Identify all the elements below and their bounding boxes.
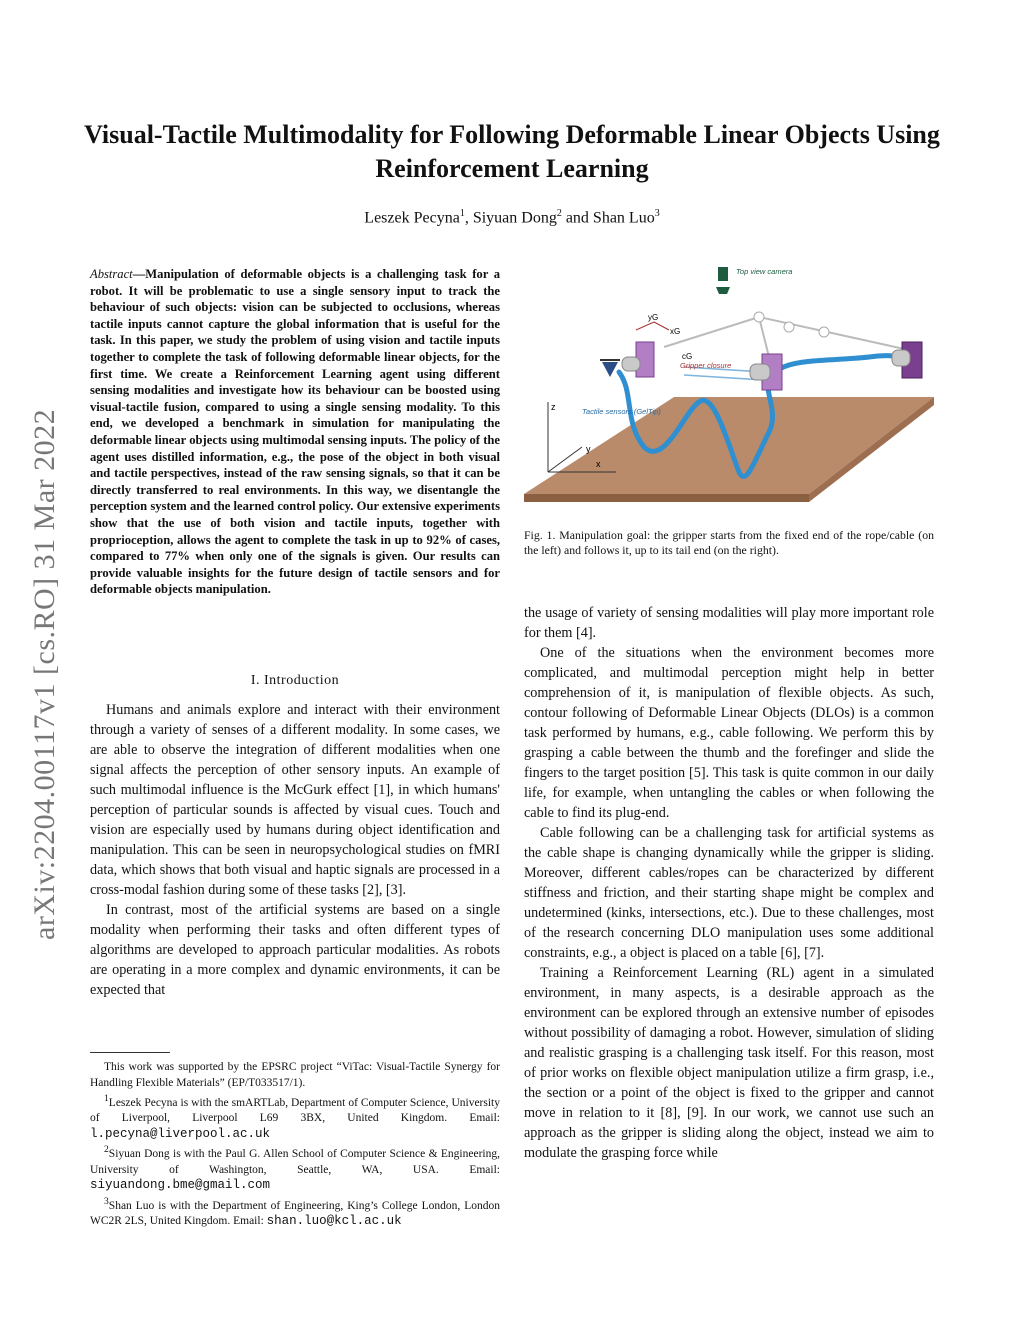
paragraph: the usage of variety of sensing modalities will play more important role for them [4]. [524, 605, 934, 641]
camera-label: Top view camera [736, 267, 793, 276]
footnote-mark: 2 [104, 1144, 109, 1156]
tactile-label: Tactile sensors (GelTip) [582, 407, 661, 416]
footnote [90, 1142, 500, 1193]
joint [754, 312, 764, 322]
author-separator: , [464, 209, 473, 227]
author-name: Siyuan Dong [472, 209, 557, 227]
footnote [90, 1091, 500, 1142]
author-separator: and [561, 209, 593, 227]
footnote-text: Shan Luo is with the Department of Engineering, King’s College London, London WC2R 2LS, United Kingdom. Email: [90, 1199, 500, 1227]
arm-link [759, 317, 769, 357]
affiliation-mark: 3 [654, 208, 660, 219]
email-link[interactable]: siyuandong.bme@gmail.com [90, 1178, 271, 1193]
email-link[interactable]: l.pecyna@liverpool.ac.uk [90, 1126, 271, 1141]
author-name: Leszek Pecyna [364, 209, 460, 227]
author-name: Shan Luo [592, 209, 655, 227]
author-list [60, 208, 964, 227]
section-heading: I. Introduction [250, 673, 340, 688]
abstract [90, 266, 500, 598]
cg-label: cG [682, 352, 693, 361]
camera-icon [718, 267, 728, 281]
abstract-text: Manipulation of deformable objects is a challenging task for a robot. It will be problematic to use a single sensory input to track the behaviour of such objects: vision can be subjected to occlusions, whereas tactile inputs cannot capture the global information that is useful for the task. In this paper, we study the problem of using vision and tactile inputs together to complete the task of following deformable linear objects, for the first time. We create a Reinforcement Learning agent using different sensing modalities and investigate how its behaviour can be boosted using visual-tactile fusion, compared to using a single sensing modality. To this end, we developed a benchmark in simulation for manipulating the deformable linear objects using multimodal sensing inputs. The policy of the agent uses distilled information, e.g., the pose of the object in both visual and tactile perspectives, instead of the raw sensing signals, so that it can be directly transferred to real environments. In this way, we disentangle the perception system and the learned control policy. Our extensive experiments show that the use of both vision and tactile inputs, together with proprioception, allows the agent to complete the task in up to 92% of cases, compared to 77% when only one of the signals is given. Our results can provide valuable insights for the future design of tactile sensors and for deformable objects manipulation. [90, 267, 500, 597]
xg-label: xG [670, 327, 681, 336]
footnote-mark: 3 [104, 1195, 109, 1207]
yg-label: yG [648, 313, 659, 322]
arxiv-stamp: arXiv:2204.00117v1 [cs.RO] 31 Mar 2022 [28, 408, 61, 940]
footnote-text: Leszek Pecyna is with the smARTLab, Department of Computer Science, University of Liverpool, Liverpool L69 3BX, United Kingdom. Email: [90, 1096, 500, 1125]
paper-title: Visual-Tactile Multimodality for Following Deformable Linear Objects Using Reinforcement Learning [84, 120, 940, 183]
joint [819, 327, 829, 337]
y-label: y [586, 444, 591, 454]
closure-label: Gripper closure [680, 361, 732, 370]
footnote-mark: 1 [104, 1093, 109, 1104]
footnote-rule [90, 1052, 170, 1053]
footnote-text: Siyuan Dong is with the Paul G. Allen School of Computer Science & Engineering, University of Washington, Seattle, WA, USA. Email: [90, 1148, 500, 1176]
abstract-lead: Abstract [90, 267, 133, 281]
email-link[interactable]: shan.luo@kcl.ac.uk [266, 1213, 402, 1228]
arm-link [759, 317, 909, 350]
paragraph: One of the situations when the environment becomes more complicated, and multimodal perception might help in better comprehension of it, is manipulation of flexible objects. As such, contour following of Deformable Linear Objects (DLOs) is a common task performed by humans, e.g., cable following. We perform this by grasping a cable between the thumb and the forefinger and slide the fingers to the target position [5]. This task is quite common in our daily life, for example, when untangling the cables or when following the cable to find its plug-end. [524, 645, 934, 821]
footnote [90, 1194, 500, 1230]
figure-caption: Fig. 1. Manipulation goal: the gripper starts from the fixed end of the rope/cable (on the left) and follows it, up to its tail end (on the right). [524, 528, 934, 557]
camera-lens-icon [716, 287, 730, 294]
paragraph: Humans and animals explore and interact with their environment through a variety of senses of a different modality. In some cases, we are able to observe the integration of different modalities when one signal affects the perception of other sensory inputs. An example of such multimodal influence is the McGurk effect [1], in which humans' perception of particular sounds is affected by visual cues. Touch and vision are especially used by humans during object identification and manipulation. This can be seen in neuropsychological studies on fMRI data, which shows that both visual and haptic signals are processed in a cross-modal fashion during some of these tasks [2], [3]. [90, 702, 500, 898]
gripper-frame-axis [654, 322, 669, 330]
intro-section [90, 700, 500, 1000]
gripper-middle [750, 354, 782, 390]
fixed-mount-icon [602, 362, 618, 377]
intro-section-continued [524, 603, 934, 1163]
abstract-dash: — [132, 267, 146, 281]
footnotes [90, 1060, 500, 1229]
x-label: x [596, 459, 601, 469]
footnote-support: This work was supported by the EPSRC project “ViTac: Visual-Tactile Synergy for Handling Flexible Materials” (EP/T033517/1). [90, 1061, 500, 1089]
figure-manipulation-setup [524, 262, 934, 512]
paragraph: In contrast, most of the artificial systems are based on a single modality when performing their tasks and often different types of algorithms are developed to approach particular modalities. As robots are operating in a more complex and dynamic environments, it can be expected that [90, 902, 500, 998]
joint [784, 322, 794, 332]
affiliation-mark: 2 [556, 208, 562, 219]
table-edge [524, 494, 809, 502]
paragraph: Training a Reinforcement Learning (RL) agent in a simulated environment, in many aspects, is a desirable approach as the environment can be explored through an extensive number of episodes without possibility of damaging a robot. However, simulation of sliding and realistic grasping is a challenging task itself. For this reason, most of prior works on flexible object manipulation utilize a firm grasp, i.e., the section or a point of the object is fixed to the gripper and cannot move in relation to it [8], [9]. In our work, we cannot use such an approach as the gripper is sliding along the object, instead we aim to modulate the grasping force while [524, 965, 934, 1161]
affiliation-mark: 1 [459, 208, 465, 219]
z-label: z [551, 402, 556, 412]
paragraph: Cable following can be a challenging task for artificial systems as the cable shape is changing dynamically while the gripper is sliding. Moreover, different cables/ropes can be characterized by different stiffness and friction, and their starting shape might be complex and undetermined (kinks, intersections, etc.). Due to these challenges, most of the research concerning DLO manipulation uses some additional constraints, e.g., a object is placed on a table [6], [7]. [524, 825, 934, 961]
gripper-frame-axis [636, 322, 654, 330]
gripper-start [622, 342, 654, 377]
